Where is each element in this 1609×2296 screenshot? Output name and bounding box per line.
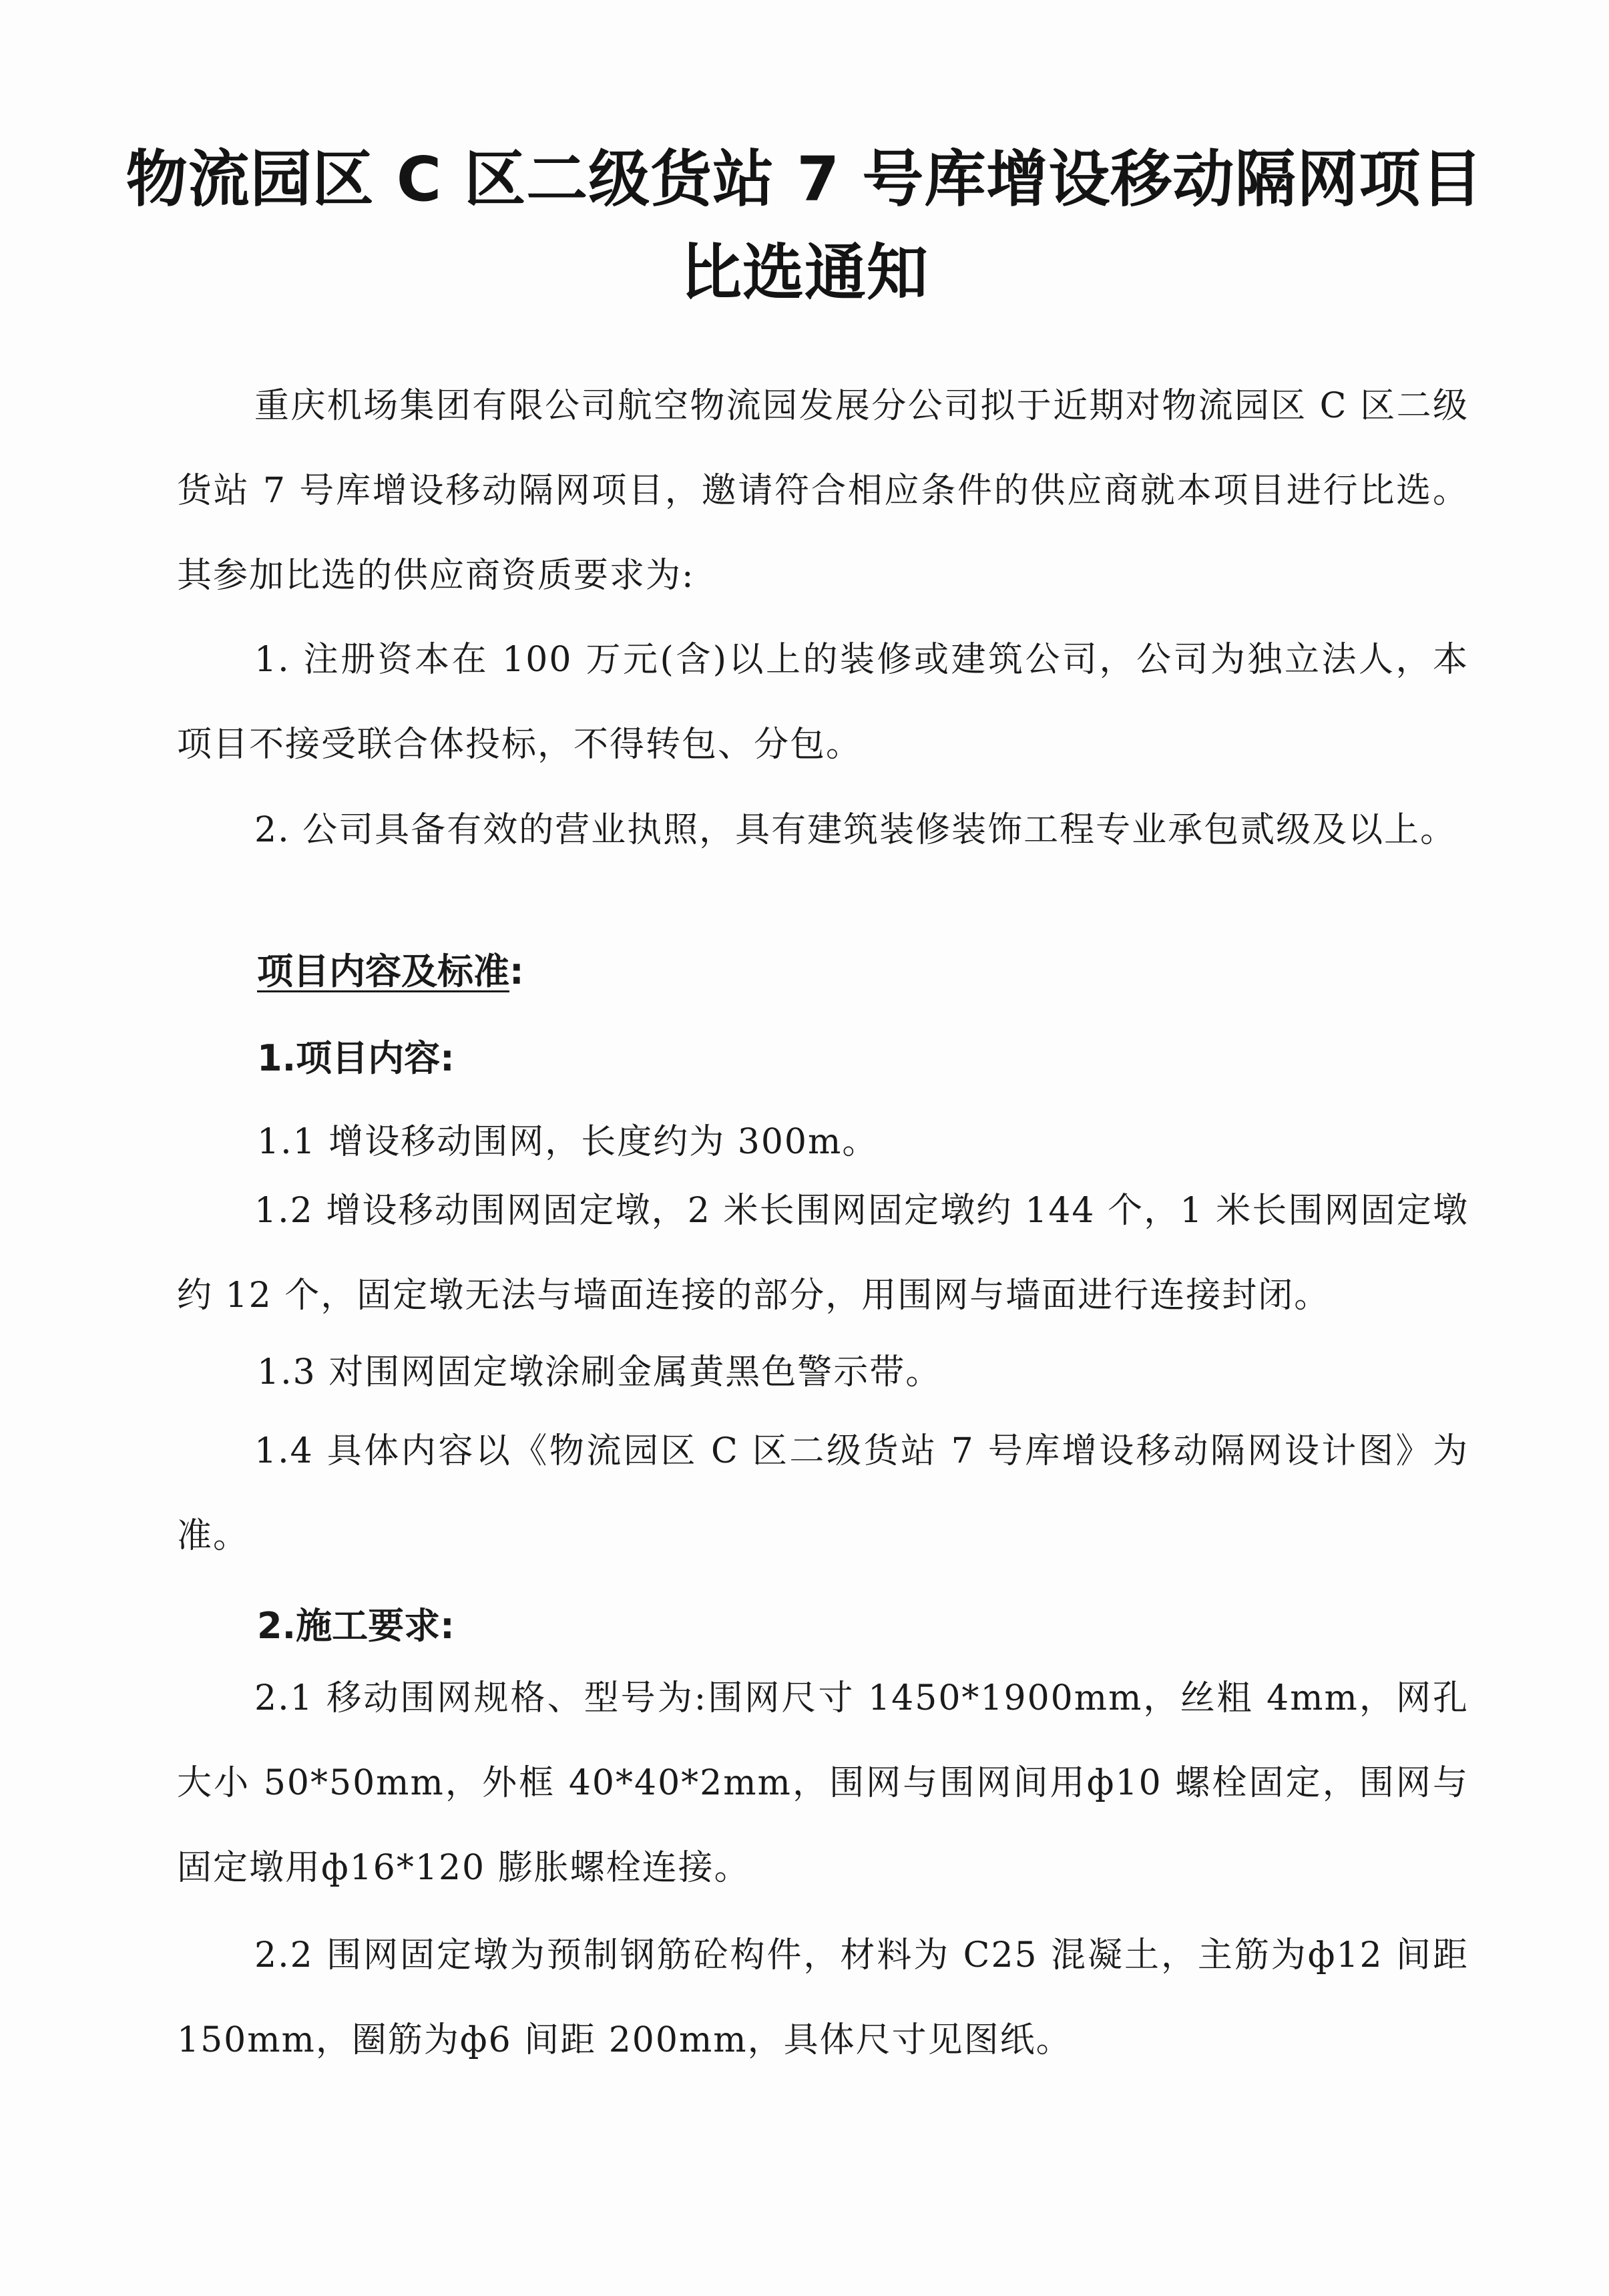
subsection-1-heading: 1.项目内容:	[257, 1037, 455, 1079]
item-2-2-paragraph: 2.2 围网固定墩为预制钢筋砼构件，材料为 C25 混凝土，主筋为ф12 间距 150mm，圈筋为ф6 间距 200mm，具体尺寸见图纸。	[177, 1935, 1469, 2060]
intro-paragraph: 重庆机场集团有限公司航空物流园发展分公司拟于近期对物流园区 C 区二级货站 7 号库增设移动隔网项目，邀请符合相应条件的供应商就本项目进行比选。其参加比选的供应商资质要求为:	[177, 386, 1469, 596]
subsection-2-heading: 2.施工要求:	[257, 1605, 455, 1647]
item-1-2-paragraph: 1.2 增设移动围网固定墩，2 米长围网固定墩约 144 个，1 米长围网固定墩约 12 个，固定墩无法与墙面连接的部分，用围网与墙面进行连接封闭。	[177, 1191, 1469, 1316]
requirement-2-paragraph: 2. 公司具备有效的营业执照，具有建筑装修装饰工程专业承包贰级及以上。	[254, 810, 1457, 850]
section-heading-text: 项目内容及标准	[257, 950, 509, 992]
section-heading-colon: :	[509, 950, 524, 992]
document-title-line-1: 物流园区 C 区二级货站 7 号库增设移动隔网项目	[126, 144, 1483, 215]
item-1-3: 1.3 对围网固定墩涂刷金属黄黑色警示带。	[257, 1352, 942, 1392]
item-1-1: 1.1 增设移动围网，长度约为 300m。	[257, 1122, 879, 1162]
section-heading	[257, 945, 524, 998]
requirement-1-paragraph: 1. 注册资本在 100 万元(含)以上的装修或建筑公司，公司为独立法人，本项目不接受联合体投标，不得转包、分包。	[177, 640, 1469, 765]
item-1-4-paragraph: 1.4 具体内容以《物流园区 C 区二级货站 7 号库增设移动隔网设计图》为准。	[177, 1431, 1469, 1556]
document-title-line-2: 比选通知	[680, 237, 929, 309]
item-2-1-paragraph: 2.1 移动围网规格、型号为:围网尺寸 1450*1900mm，丝粗 4mm，网孔大小 50*50mm，外框 40*40*2mm，围网与围网间用ф10 螺栓固定，围网与固定墩用ф16*120 膨胀螺栓连接。	[177, 1678, 1469, 1888]
